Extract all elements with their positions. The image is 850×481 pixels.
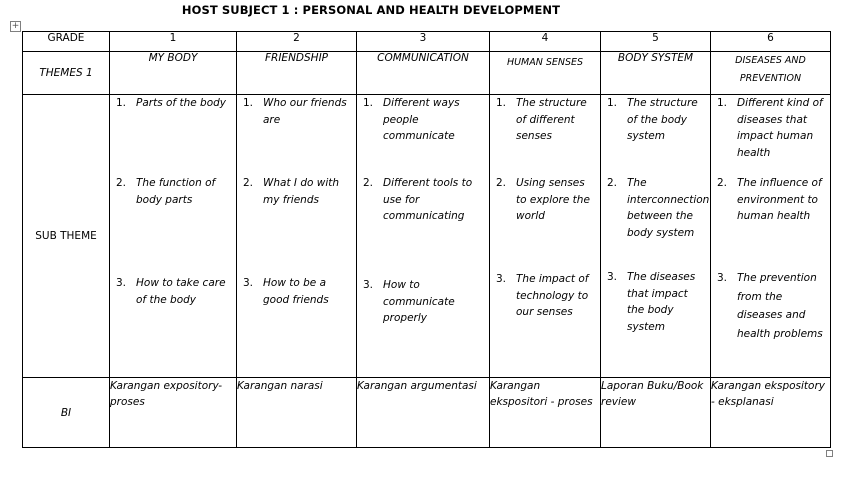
sub-theme-col-5: [601, 95, 711, 378]
theme-body-system: BODY SYSTEM: [601, 52, 711, 95]
theme-friendship: FRIENDSHIP: [237, 52, 357, 95]
sub-theme-label: SUB THEME: [23, 95, 110, 378]
theme-communication: COMMUNICATION: [357, 52, 490, 95]
list-item: 1. Different ways people communicate: [363, 97, 460, 142]
list-item: 1. Who our friends are: [243, 97, 347, 126]
list-item: 2. Different tools to use for communicating: [363, 177, 473, 222]
bi-row: [23, 378, 831, 448]
sub-theme-row: [23, 95, 831, 378]
themes-row: [23, 52, 831, 95]
bi-cell-3: Karangan argumentasi: [357, 378, 490, 448]
theme-human-senses: HUMAN SENSES: [490, 52, 601, 95]
list-item: 2. The function of body parts: [116, 177, 216, 206]
sub-theme-col-3: [357, 95, 490, 378]
bi-cell-6: Karangan ekspository - eksplanasi: [711, 378, 831, 448]
sub-theme-col-4: [490, 95, 601, 378]
sub-theme-col-1: [110, 95, 237, 378]
list-item: 2. What I do with my friends: [243, 177, 340, 206]
list-item: 3. How to communicate properly: [363, 279, 455, 324]
themes-label: THEMES 1: [23, 52, 110, 95]
bi-cell-2: Karangan narasi: [237, 378, 357, 448]
list-item: 2. The influence of environment to human health: [717, 177, 822, 222]
bi-cell-1: Karangan expository-proses: [110, 378, 237, 448]
list-item: 3. The impact of technology to our senses: [496, 273, 589, 318]
bi-label: BI: [23, 378, 110, 448]
bi-cell-4: Karangan ekspositori - proses: [490, 378, 601, 448]
list-item: 1. Parts of the body: [116, 97, 227, 109]
list-item: 3. The prevention from the diseases and health problems: [717, 272, 823, 340]
curriculum-table: [22, 31, 831, 448]
grade-row: [23, 32, 831, 52]
list-item: 1. The structure of the body system: [607, 97, 698, 142]
list-item: 2. The interconnection between the body system: [607, 177, 710, 239]
list-item: 3. How to be a good friends: [243, 277, 329, 306]
table-move-handle-icon[interactable]: +: [11, 21, 20, 31]
list-item: 3. The diseases that impact the body system: [607, 271, 696, 333]
page-title: HOST SUBJECT 1 : PERSONAL AND HEALTH DEVELOPMENT: [181, 3, 561, 17]
sub-theme-col-2: [237, 95, 357, 378]
table-resize-handle-icon[interactable]: [826, 450, 833, 457]
grade-4: 4: [490, 32, 601, 52]
list-item: 1. The structure of different senses: [496, 97, 587, 142]
grade-3: 3: [357, 32, 490, 52]
grade-5: 5: [601, 32, 711, 52]
grade-label: GRADE: [23, 32, 110, 52]
grade-1: 1: [110, 32, 237, 52]
list-item: 2. Using senses to explore the world: [496, 177, 590, 222]
theme-my-body: MY BODY: [110, 52, 237, 95]
sub-theme-col-6: [711, 95, 831, 378]
list-item: 1. Different kind of diseases that impact human health: [717, 97, 823, 159]
list-item: 3. How to take care of the body: [116, 277, 226, 306]
grade-6: 6: [711, 32, 831, 52]
bi-cell-5: Laporan Buku/Book review: [601, 378, 711, 448]
theme-diseases-prevention: DISEASES AND PREVENTION: [711, 52, 831, 95]
grade-2: 2: [237, 32, 357, 52]
